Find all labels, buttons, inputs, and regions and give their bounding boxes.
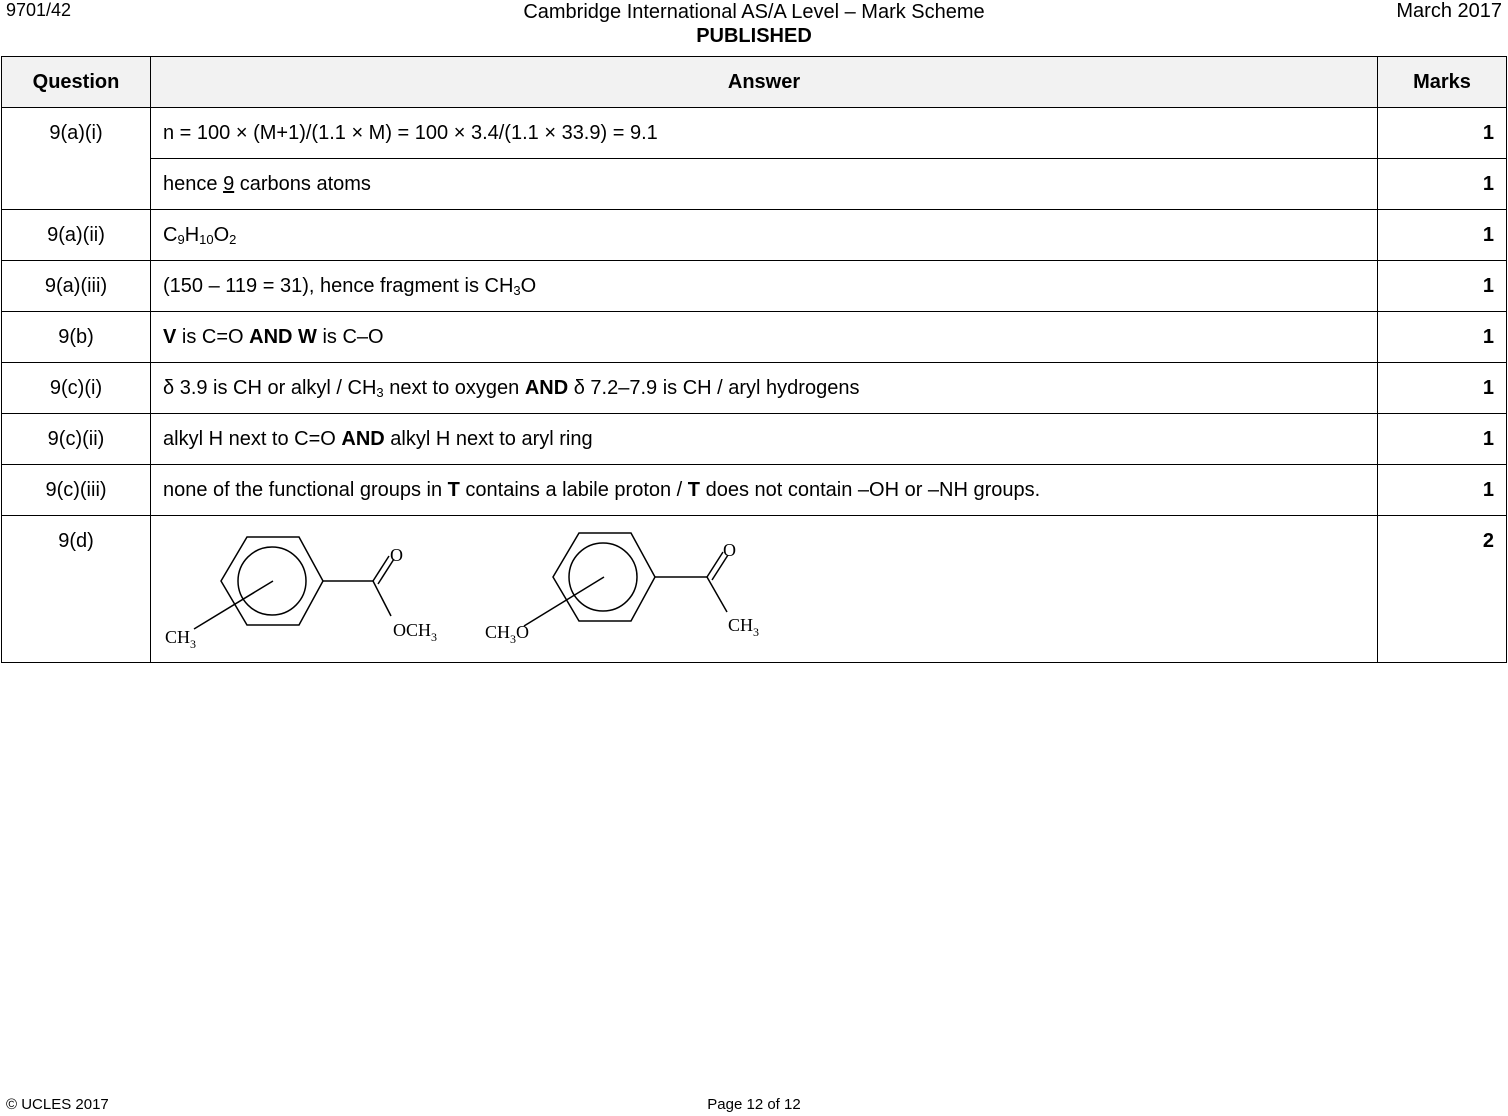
substituent-bond-2 bbox=[524, 577, 604, 626]
marks-value: 1 bbox=[1378, 465, 1507, 516]
table-row bbox=[2, 108, 1507, 159]
structure-methyl-benzoate bbox=[194, 537, 394, 629]
answer-text: δ 3.9 is CH or alkyl / $CH_3$ next to oxygen AND δ 7.2–7.9 is CH / aryl hydrogens bbox=[151, 363, 1378, 414]
question-number: 9(a)(i) bbox=[2, 108, 151, 210]
column-answer: Answer bbox=[151, 57, 1378, 108]
table-row bbox=[2, 465, 1507, 516]
marks-value: 1 bbox=[1378, 108, 1507, 159]
och3-label: $OCH_3$ bbox=[393, 620, 438, 644]
paper-code: 9701/42 bbox=[6, 0, 72, 20]
table-row bbox=[2, 363, 1507, 414]
marks-value: 1 bbox=[1378, 414, 1507, 465]
marks-value: 2 bbox=[1378, 516, 1507, 663]
page-number: Page 12 of 12 bbox=[707, 1096, 801, 1113]
question-number: 9(d) bbox=[2, 516, 151, 663]
carbonyl-double-bond-1a bbox=[373, 556, 389, 581]
carbonyl-double-bond-2a bbox=[707, 552, 723, 577]
table-row bbox=[2, 516, 1507, 663]
question-number: 9(b) bbox=[2, 312, 151, 363]
ch3-label-2: $CH_3$ bbox=[728, 615, 760, 639]
column-marks: Marks bbox=[1378, 57, 1507, 108]
answer-text: V is C=O AND W is C–O bbox=[151, 312, 1378, 363]
copyright: © UCLES 2017 bbox=[6, 1096, 109, 1113]
question-number: 9(c)(i) bbox=[2, 363, 151, 414]
published-label: PUBLISHED bbox=[696, 25, 812, 47]
marks-value: 1 bbox=[1378, 159, 1507, 210]
answer-text: (150 – 119 = 31), hence fragment is $CH_3O$ bbox=[151, 261, 1378, 312]
marks-value: 1 bbox=[1378, 261, 1507, 312]
structure-methoxyacetophenone bbox=[524, 533, 728, 626]
answer-text: hence 9 carbons atoms bbox=[151, 159, 1378, 210]
question-number: 9(a)(ii) bbox=[2, 210, 151, 261]
oxygen-label-2: O bbox=[723, 540, 736, 560]
table-row bbox=[2, 261, 1507, 312]
answer-structures bbox=[151, 516, 1378, 663]
exam-date: March 2017 bbox=[1396, 0, 1502, 22]
column-question: Question bbox=[2, 57, 151, 108]
answer-text: alkyl H next to C=O AND alkyl H next to aryl ring bbox=[151, 414, 1378, 465]
substituent-bond-1 bbox=[194, 581, 273, 629]
table-header-row bbox=[2, 57, 1507, 108]
ch3-label-1: $CH_3$ bbox=[165, 627, 197, 651]
structural-formulas bbox=[151, 516, 851, 656]
answer-text: none of the functional groups in T contains a labile proton / T does not contain –OH or –NH groups. bbox=[151, 465, 1378, 516]
oxygen-label-1: O bbox=[390, 545, 403, 565]
table-row bbox=[2, 414, 1507, 465]
ch3o-label: $CH_3O$ bbox=[485, 622, 530, 646]
table-row bbox=[2, 159, 1507, 210]
methyl-bond-2 bbox=[707, 577, 727, 612]
table-row bbox=[2, 312, 1507, 363]
document-title: Cambridge International AS/A Level – Mark Scheme bbox=[523, 1, 985, 23]
marks-value: 1 bbox=[1378, 363, 1507, 414]
mark-scheme-table bbox=[1, 56, 1507, 663]
marks-value: 1 bbox=[1378, 312, 1507, 363]
ester-bond-1 bbox=[373, 581, 391, 616]
table-row bbox=[2, 210, 1507, 261]
answer-text: n = 100 × (M+1)/(1.1 × M) = 100 × 3.4/(1.1 × 33.9) = 9.1 bbox=[151, 108, 1378, 159]
document-header bbox=[0, 0, 1508, 48]
question-number: 9(a)(iii) bbox=[2, 261, 151, 312]
marks-value: 1 bbox=[1378, 210, 1507, 261]
question-number: 9(c)(ii) bbox=[2, 414, 151, 465]
question-number: 9(c)(iii) bbox=[2, 465, 151, 516]
answer-text: $C_9H_{10}O_2$ bbox=[151, 210, 1378, 261]
